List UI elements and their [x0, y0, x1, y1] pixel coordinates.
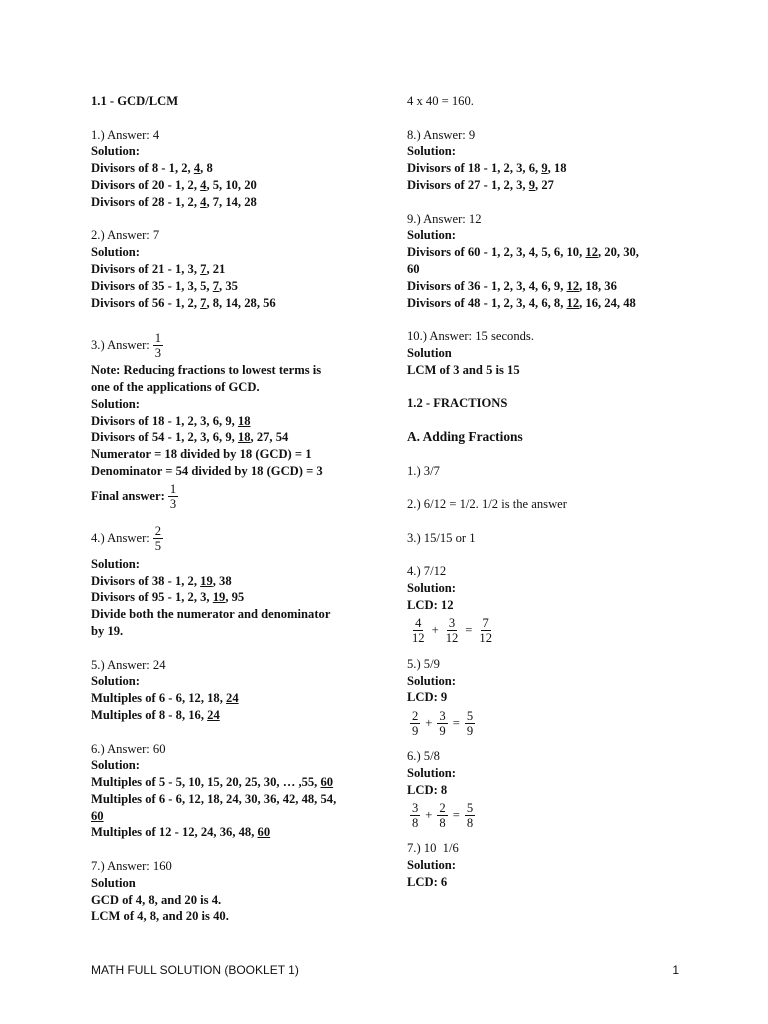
page-footer [91, 962, 679, 979]
lcd-line: LCD: 6 [407, 875, 448, 890]
solution-line: Denominator = 54 divided by 18 (GCD) = 3 [91, 463, 323, 478]
problem-8 [407, 127, 682, 194]
solution-line: Multiples of 12 - 12, 24, 36, 48, 60 [91, 825, 271, 840]
solution-line: Divisors of 48 - 1, 2, 3, 4, 6, 8, 12, 16, 24, 48 [407, 295, 636, 310]
solution-label: Solution: [407, 673, 456, 688]
left-column [91, 93, 381, 925]
solution-line: by 19. [91, 623, 124, 638]
answer-line: 4.) 7/12 [407, 564, 447, 579]
footer-title: MATH FULL SOLUTION (BOOKLET 1) [91, 963, 299, 977]
section-title-fractions: 1.2 - FRACTIONS [407, 396, 508, 411]
fraction-problem-4 [407, 563, 682, 647]
fraction-equation [407, 798, 682, 832]
solution-line: Divisors of 18 - 1, 2, 3, 6, 9, 18 [91, 413, 251, 428]
solution-line: Divisors of 60 - 1, 2, 3, 4, 5, 6, 10, 12, 20, 30, [407, 245, 639, 260]
fraction: $\frac{2}{9}$ [412, 708, 419, 738]
answer-line: 7.) 10 1/6 [407, 841, 459, 856]
problem-6 [91, 741, 381, 842]
page-number: 1 [672, 963, 679, 977]
fraction: $\frac{3}{12}$ [445, 616, 459, 646]
fraction: $\frac{3}{8}$ [412, 800, 419, 830]
answer-line: 1.) Answer: 4 [91, 127, 160, 142]
fraction-equation [407, 706, 682, 740]
solution-line: Multiples of 5 - 5, 10, 15, 20, 25, 30, … ,55, 60 [91, 775, 334, 790]
solution-line: Multiples of 6 - 6, 12, 18, 24 [91, 691, 239, 706]
note-line: one of the applications of GCD. [91, 379, 260, 394]
solution-line: Divisors of 35 - 1, 3, 5, 7, 35 [91, 278, 238, 293]
solution-line: Multiples of 8 - 8, 16, 24 [91, 707, 220, 722]
solution-label: Solution: [407, 581, 456, 596]
equals-sign: = [452, 715, 460, 730]
solution-label: Solution: [407, 144, 456, 159]
lcd-line: LCD: 9 [407, 690, 448, 705]
solution-label: Solution: [91, 144, 140, 159]
equals-sign: = [452, 808, 460, 823]
solution-label: Solution: [407, 858, 456, 873]
solution-label: Solution [91, 875, 136, 890]
solution-line: Divisors of 8 - 1, 2, 4, 8 [91, 161, 213, 176]
fraction-answer-3: 3.) 15/15 or 1 [407, 530, 476, 545]
lcd-line: LCD: 8 [407, 782, 448, 797]
solution-label: Solution [407, 345, 452, 360]
continued-line: 4 x 40 = 160. [407, 94, 474, 108]
answer-line: 9.) Answer: 12 [407, 211, 482, 226]
problem-2 [91, 227, 381, 311]
equals-sign: = [465, 623, 473, 638]
problem-9 [407, 211, 682, 312]
problem-4 [91, 522, 381, 640]
solution-line: LCM of 3 and 5 is 15 [407, 362, 520, 377]
problem-3 [91, 328, 381, 514]
right-column [407, 93, 682, 891]
solution-label: Solution: [407, 228, 456, 243]
answer-line: 4.) Answer: $\frac{2}{5}$ [91, 524, 162, 554]
fraction: $\frac{1}{3}$ [169, 482, 177, 512]
answer-line: 8.) Answer: 9 [407, 127, 476, 142]
answer-line: 6.) Answer: 60 [91, 741, 166, 756]
solution-line: 60 [407, 261, 420, 276]
solution-line: Divisors of 21 - 1, 3, 7, 21 [91, 261, 226, 276]
solution-line: Divisors of 20 - 1, 2, 4, 5, 10, 20 [91, 177, 257, 192]
fraction: $\frac{7}{12}$ [479, 616, 492, 646]
answer-line: 5.) Answer: 24 [91, 657, 166, 672]
fraction: $\frac{5}{8}$ [466, 800, 474, 830]
solution-label: Solution: [91, 396, 140, 411]
fraction-problem-5 [407, 656, 682, 740]
fraction: $\frac{1}{3}$ [154, 330, 162, 360]
solution-label: Solution: [91, 556, 140, 571]
subsection-title: A. Adding Fractions [407, 428, 523, 444]
answer-line: 6.) 5/8 [407, 749, 440, 764]
note-line: Note: Reducing fractions to lowest terms is [91, 363, 322, 378]
fraction: $\frac{3}{9}$ [439, 708, 446, 738]
answer-line: 3.) Answer: $\frac{1}{3}$ [91, 330, 162, 360]
section-title-gcd-lcm: 1.1 - GCD/LCM [91, 94, 179, 108]
solution-label: Solution: [91, 758, 140, 773]
answer-line: 10.) Answer: 15 seconds. [407, 329, 534, 344]
solution-line: Numerator = 18 divided by 18 (GCD) = 1 [91, 447, 312, 462]
fraction: $\frac{4}{12}$ [412, 616, 425, 646]
answer-line: 5.) 5/9 [407, 656, 440, 671]
fraction: $\frac{2}{8}$ [439, 800, 446, 830]
solution-line: Divisors of 27 - 1, 2, 3, 9, 27 [407, 177, 554, 192]
fraction: $\frac{2}{5}$ [154, 524, 162, 554]
plus-sign: + [425, 715, 433, 730]
solution-line: Divisors of 54 - 1, 2, 3, 6, 9, 18, 27, 54 [91, 430, 289, 445]
fraction-problem-6 [407, 748, 682, 832]
answer-line: 7.) Answer: 160 [91, 859, 172, 874]
solution-label: Solution: [91, 674, 140, 689]
solution-line: 60 [91, 808, 104, 823]
problem-5 [91, 657, 381, 724]
solution-line: Divisors of 28 - 1, 2, 4, 7, 14, 28 [91, 194, 257, 209]
solution-line: Divisors of 18 - 1, 2, 3, 6, 9, 18 [407, 161, 567, 176]
solution-line: Divisors of 95 - 1, 2, 3, 19, 95 [91, 590, 245, 605]
solution-line: Divisors of 38 - 1, 2, 19, 38 [91, 573, 232, 588]
fraction: $\frac{5}{9}$ [466, 708, 474, 738]
problem-1 [91, 127, 381, 211]
fraction-answer-1: 1.) 3/7 [407, 463, 440, 478]
fraction-answer-2: 2.) 6/12 = 1/2. 1/2 is the answer [407, 497, 567, 512]
solution-line: LCM of 4, 8, and 20 is 40. [91, 909, 229, 924]
solution-label: Solution: [91, 245, 140, 260]
fraction-problem-7 [407, 840, 682, 890]
answer-line: 2.) Answer: 7 [91, 228, 160, 243]
solution-line: Divide both the numerator and denominator [91, 607, 331, 622]
problem-7 [91, 858, 381, 925]
final-answer-line: Final answer: $\frac{1}{3}$ [91, 482, 177, 512]
solution-line: Multiples of 6 - 6, 12, 18, 24, 30, 36, 42, 48, 54, [91, 791, 337, 806]
problem-10 [407, 328, 682, 378]
plus-sign: + [425, 808, 433, 823]
solution-line: Divisors of 56 - 1, 2, 7, 8, 14, 28, 56 [91, 295, 276, 310]
solution-line: GCD of 4, 8, and 20 is 4. [91, 892, 222, 907]
plus-sign: + [431, 623, 439, 638]
lcd-line: LCD: 12 [407, 597, 454, 612]
fraction-equation [407, 614, 682, 648]
solution-label: Solution: [407, 765, 456, 780]
solution-line: Divisors of 36 - 1, 2, 3, 4, 6, 9, 12, 18, 36 [407, 278, 617, 293]
